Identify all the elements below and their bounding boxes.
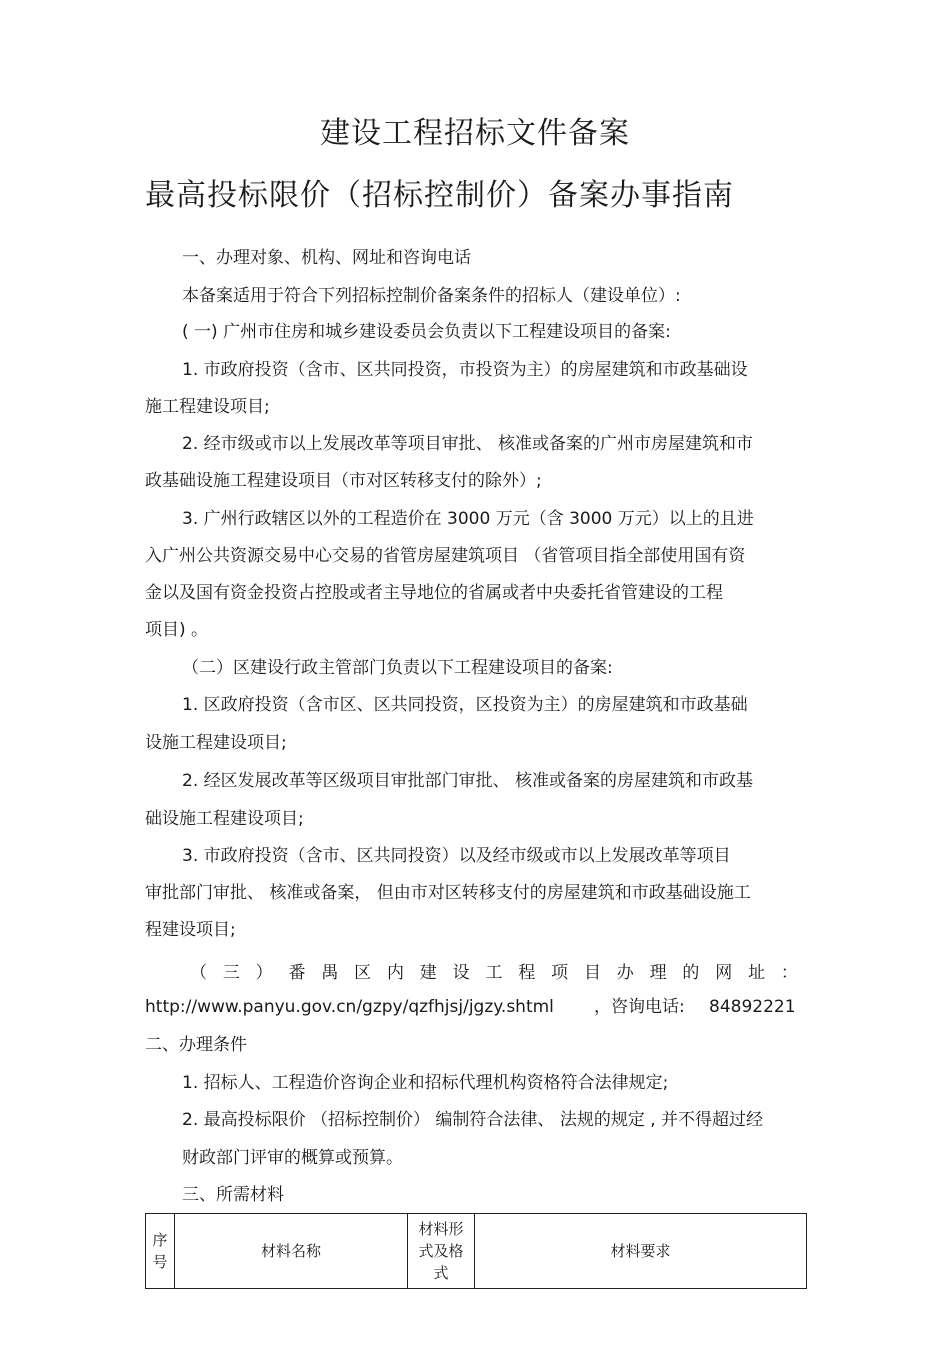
paragraph-line: 3. 广州行政辖区以外的工程造价在 3000 万元（含 3000 万元）以上的且进 — [182, 509, 754, 529]
heading-char: 工 — [485, 963, 503, 983]
heading-char: 程 — [518, 963, 536, 983]
materials-table — [145, 1213, 807, 1289]
heading-char: 的 — [682, 963, 700, 983]
heading-char: 番 — [288, 963, 306, 983]
paragraph-line: 2. 最高投标限价 （招标控制价） 编制符合法律、 法规的规定 , 并不得超过经 — [182, 1110, 764, 1130]
paragraph-line: 审批部门审批、 核准或备案， 但由市对区转移支付的房屋建筑和市政基础设施工 — [145, 883, 751, 903]
heading-char: 理 — [649, 963, 667, 983]
header-seq: 序 号 — [146, 1214, 175, 1289]
heading-char: 禺 — [321, 963, 339, 983]
website-heading — [190, 958, 798, 983]
paragraph-line: 3. 市政府投资（含市、区共同投资）以及经市级或市以上发展改革等项目 — [182, 846, 731, 866]
section-heading-1: 一、办理对象、机构、网址和咨询电话 — [182, 248, 471, 268]
heading-char: 区 — [354, 963, 372, 983]
paragraph-line: 1. 市政府投资（含市、区共同投资，市投资为主）的房屋建筑和市政基础设 — [182, 360, 748, 380]
paragraph-line: 政基础设施工程建设项目（市对区转移支付的除外）; — [145, 471, 542, 491]
paragraph-line: 2. 经市级或市以上发展改革等项目审批、 核准或备案的广州市房屋建筑和市 — [182, 434, 754, 454]
document-subtitle: 最高投标限价（招标控制价）备案办事指南 — [145, 178, 734, 213]
paragraph-heading: （二）区建设行政主管部门负责以下工程建设项目的备案: — [182, 658, 613, 678]
heading-char: （ — [190, 963, 207, 983]
paragraph-line: 2. 经区发展改革等区级项目审批部门审批、 核准或备案的房屋建筑和市政基 — [182, 771, 754, 791]
heading-char: 办 — [616, 963, 634, 983]
heading-char: 内 — [386, 963, 404, 983]
heading-char: 项 — [551, 963, 569, 983]
paragraph-line: 入广州公共资源交易中心交易的省管房屋建筑项目 （省管项目指全部使用国有资 — [145, 546, 746, 566]
table-header-row — [146, 1214, 807, 1289]
heading-char: 网 — [715, 963, 733, 983]
heading-char: ： — [780, 963, 798, 983]
paragraph-heading: ( 一) 广州市住房和城乡建设委员会负责以下工程建设项目的备案: — [182, 322, 671, 342]
header-name: 材料名称 — [175, 1214, 408, 1289]
heading-char: ） — [255, 963, 273, 983]
paragraph-line: 1. 招标人、工程造价咨询企业和招标代理机构资格符合法律规定; — [182, 1073, 669, 1093]
section-heading-2: 二、办理条件 — [145, 1035, 247, 1055]
paragraph-line: 项目) 。 — [145, 620, 209, 640]
heading-char: 址 — [748, 963, 766, 983]
phone-label: ，咨询电话: — [594, 997, 685, 1017]
heading-char: 三 — [222, 963, 240, 983]
section-heading-3: 三、所需材料 — [182, 1185, 284, 1205]
paragraph-line: 财政部门评审的概算或预算。 — [182, 1148, 403, 1168]
header-form: 材料形 式及格 式 — [408, 1214, 475, 1289]
paragraph-line: 程建设项目; — [145, 920, 236, 940]
paragraph-line: 础设施工程建设项目; — [145, 809, 304, 829]
paragraph-line: 金以及国有资金投资占控股或者主导地位的省属或者中央委托省管建设的工程 — [145, 583, 723, 603]
document-title: 建设工程招标文件备案 — [320, 116, 630, 151]
paragraph-line: 施工程建设项目; — [145, 397, 270, 417]
heading-char: 建 — [419, 963, 437, 983]
paragraph-line: 1. 区政府投资（含市区、区共同投资，区投资为主）的房屋建筑和市政基础 — [182, 695, 748, 715]
header-requirements: 材料要求 — [475, 1214, 807, 1289]
heading-char: 目 — [583, 963, 601, 983]
heading-char: 设 — [452, 963, 470, 983]
phone-number: 84892221 — [709, 997, 796, 1017]
section-intro: 本备案适用于符合下列招标控制价备案条件的招标人（建设单位）: — [182, 286, 681, 306]
paragraph-line: 设施工程建设项目; — [145, 733, 287, 753]
website-url[interactable]: http://www.panyu.gov.cn/gzpy/qzfhjsj/jgzy.shtml — [145, 997, 554, 1017]
